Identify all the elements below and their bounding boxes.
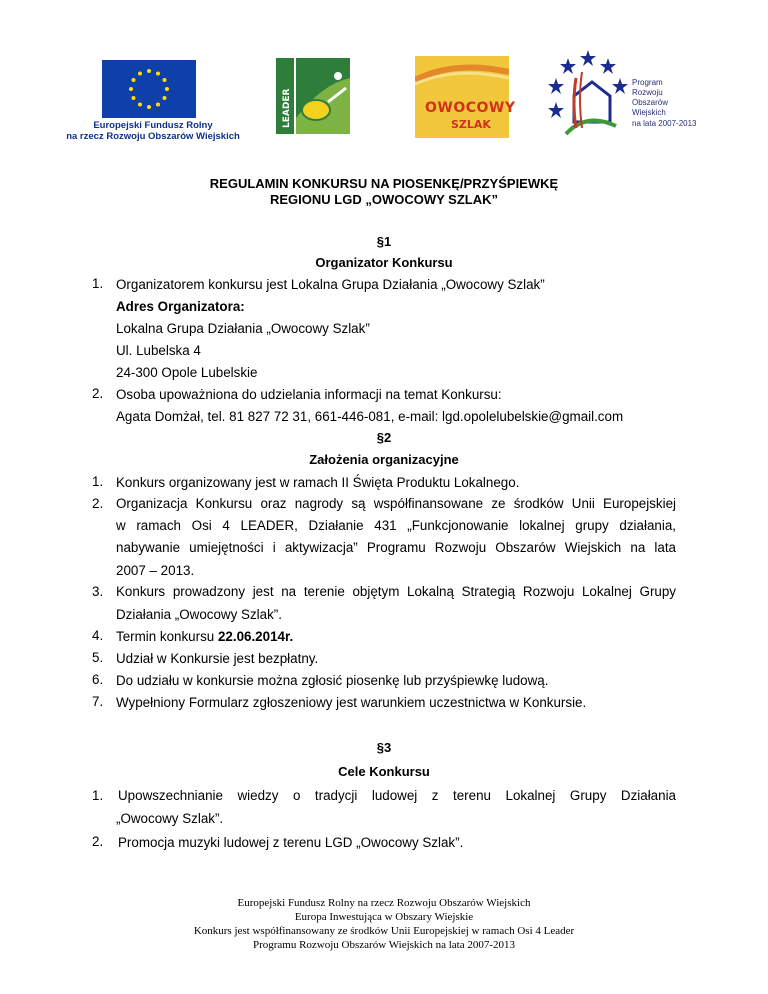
address-line-3: 24-300 Opole Lubelskie [116,365,258,380]
footer-line3: Konkurs jest współfinansowany ze środków Unii Europejskiej w ramach Osi 4 Leader [193,925,575,937]
title-line1: REGULAMIN KONKURSU NA PIOSENKĘ/PRZYŚPIEWKĘ [209,176,559,191]
section-1-heading: Organizator Konkursu [315,255,453,270]
s2-item-1-number: 1. [92,474,104,489]
prow-emblem-icon [546,48,630,144]
logo-bar [58,48,708,148]
s2-item-3-line2: Działania „Owocowy Szlak”. [116,607,282,622]
title-line2: REGIONU LGD „OWOCOWY SZLAK” [270,192,498,207]
address-line-1: Lokalna Grupa Działania „Owocowy Szlak” [116,321,370,336]
s2-item-4-number: 4. [92,628,104,643]
eu-caption-line1: Europejski Fundusz Rolny [93,120,213,131]
s2-item-7: Wypełniony Formularz zgłoszeniowy jest warunkiem uczestnictwa w Konkursie. [116,695,587,710]
prow-line1: Program [632,78,663,87]
page-footer [0,896,768,952]
s2-item-2-line4: 2007 – 2013. [116,563,195,578]
s2-item-2-line1 [116,496,676,511]
section-3-sign: §3 [376,740,392,755]
prow-line2: Rozwoju [632,88,663,97]
s2-item-4-text: Termin konkursu [116,629,218,644]
s3-item-1-line2: „Owocowy Szlak”. [116,811,224,826]
s2-item-2-number: 2. [92,496,104,511]
svg-text:LEADER: LEADER [282,88,292,128]
footer-line4: Programu Rozwoju Obszarów Wiejskich na lata 2007-2013 [252,939,516,951]
s2-item-4 [116,628,293,645]
s1-item-1: Organizatorem konkursu jest Lokalna Grupa Działania „Owocowy Szlak” [116,277,545,292]
prow-line3: Obszarów [632,98,669,107]
footer-line2: Europa Inwestująca w Obszary Wiejskie [294,911,474,923]
s2-item-3-line1 [116,584,676,599]
s3-item-1-line1 [118,788,676,803]
s2-item-3-line1-text: Konkurs prowadzony jest na terenie objętym Lokalną Strategią Rozwoju Lokalnej Grupy [116,584,676,599]
s2-item-6-number: 6. [92,672,104,687]
prow-logo-text [632,78,668,118]
s2-item-5: Udział w Konkursie jest bezpłatny. [116,651,319,666]
s2-item-2-line2 [116,518,676,533]
szlak-logo-word2: SZLAK [451,118,491,131]
s1-item-2: Osoba upoważniona do udzielania informacji na temat Konkursu: [116,387,502,402]
section-2-heading: Założenia organizacyjne [309,452,459,467]
prow-line4: Wiejskich [632,108,666,117]
leader-logo [276,58,350,134]
prow-logo [546,48,708,144]
s2-item-2-line3 [116,540,676,555]
contact-info: Agata Domżał, tel. 81 827 72 31, 661-446-081, e-mail: lgd.opolelubelskie@gmail.com [116,409,624,424]
s2-item-3-number: 3. [92,584,104,599]
section-1-sign: §1 [376,234,392,249]
eu-flag-icon [102,60,196,118]
eu-fund-logo [58,48,248,144]
address-label: Adres Organizatora: [116,299,245,314]
eu-fund-caption [58,120,248,142]
s2-item-5-number: 5. [92,650,104,665]
s1-item-2-number: 2. [92,386,104,401]
footer-line1: Europejski Fundusz Rolny na rzecz Rozwoju Obszarów Wiejskich [237,897,531,909]
s3-item-1-number: 1. [92,788,104,803]
s3-item-2: Promocja muzyki ludowej z terenu LGD „Owocowy Szlak”. [118,835,464,850]
s2-item-1: Konkurs organizowany jest w ramach II Święta Produktu Lokalnego. [116,475,520,490]
section-3-heading: Cele Konkursu [338,764,430,779]
contest-date: 22.06.2014r. [217,629,294,644]
eu-caption-line2: na rzecz Rozwoju Obszarów Wiejskich [66,131,240,142]
s2-item-2-line1-text: Organizacja Konkursu oraz nagrody są współfinansowane ze środków Unii Europejskiej [116,496,676,511]
s3-item-2-number: 2. [92,834,104,849]
s3-item-1-line1-text: Upowszechnianie wiedzy o tradycji ludowej z terenu Lokalnej Grupy Działania [118,788,676,803]
section-2-sign: §2 [376,430,392,445]
s2-item-2-line3-text: nabywanie umiejętności i aktywizacja” Programu Rozwoju Obszarów Wiejskich na lata [116,540,676,555]
owocowy-szlak-logo [415,56,516,138]
address-line-2: Ul. Lubelska 4 [116,343,201,358]
szlak-logo-word1: OWOCOWY [425,100,516,116]
s2-item-7-number: 7. [92,694,104,709]
s2-item-6: Do udziału w konkursie można zgłosić piosenkę lub przyśpiewkę ludową. [116,673,549,688]
s1-item-1-number: 1. [92,276,104,291]
prow-years: na lata 2007-2013 [632,119,697,128]
document-title [0,176,768,208]
s2-item-2-line2-text: w ramach Osi 4 LEADER, Działanie 431 „Funkcjonowanie lokalnej grupy działania, [116,518,676,533]
